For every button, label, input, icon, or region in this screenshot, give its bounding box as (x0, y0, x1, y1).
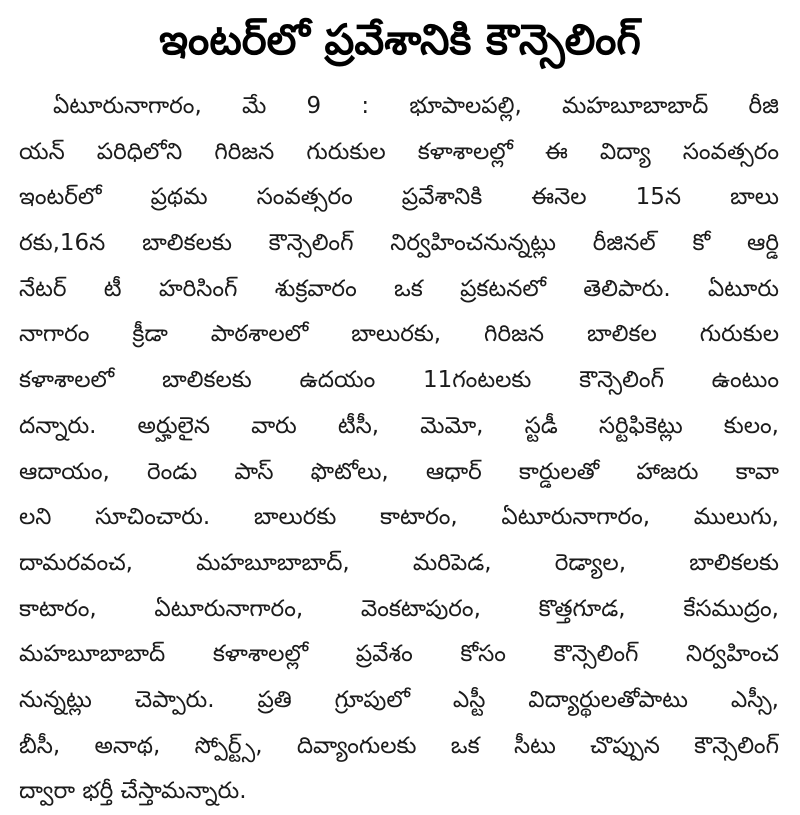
article-headline: ఇంటర్‌లో ప్రవేశానికి కౌన్సెలింగ్ (159, 15, 641, 64)
article-line: కాటారం, ఏటూరునాగారం, వెంకటాపురం, కొత్తగూడ, కేసముద్రం, (19, 595, 779, 622)
article-line: బీసీ, అనాథ, స్పోర్ట్స్, దివ్యాంగులకు ఒక సీటు చొప్పున కౌన్సెలింగ్ (19, 732, 779, 759)
article-line: మహబూబాబాద్ కళాశాలల్లో ప్రవేశం కోసం కౌన్సెలింగ్ నిర్వహించ (19, 641, 779, 668)
article-line: ఏటూరునాగారం, మే 9 : భూపాలపల్లి, మహబూబాబాద్ రీజి (53, 93, 779, 119)
article-line: లని సూచించారు. బాలురకు కాటారం, ఏటూరునాగారం, ములుగు, (19, 504, 779, 531)
article-line: నున్నట్లు చెప్పారు. ప్రతి గ్రూపులో ఎస్టీ విద్యార్థులతోపాటు ఎస్సీ, (19, 686, 779, 713)
article-line: ఇంటర్‌లో ప్రథమ సంవత్సరం ప్రవేశానికి ఈనెల 15న బాలు (19, 184, 779, 211)
article-line: నేటర్ టీ హరిసింగ్ శుక్రవారం ఒక ప్రకటనలో తెలిపారు. ఏటూరు (19, 275, 779, 302)
article-line: దామరవంచ, మహబూబాబాద్, మరిపెడ, రెడ్యాల, బాలికలకు (19, 549, 779, 576)
article-line: నాగారం క్రీడా పాఠశాలలో బాలురకు, గిరిజన బాలికల గురుకుల (19, 321, 779, 348)
article-line: దన్నారు. అర్హులైన వారు టీసీ, మెమో, స్టడీ సర్టిఫికెట్లు కులం, (19, 412, 779, 439)
article-line: రకు,16న బాలికలకు కౌన్సెలింగ్ నిర్వహించనున్నట్లు రీజినల్ కో ఆర్డి (19, 230, 779, 257)
article-line: యన్ పరిధిలోని గిరిజన గురుకుల కళాశాలల్లో ఈ విద్యా సంవత్సరం (19, 138, 779, 165)
article-line: ఆదాయం, రెండు పాస్ ఫొటోలు, ఆధార్ కార్డులతో హాజరు కావా (19, 458, 779, 485)
article-line: ద్వారా భర్తీ చేస్తామన్నారు. (19, 778, 247, 805)
article-body (19, 84, 779, 815)
article-line: కళాశాలలో బాలికలకు ఉదయం 11గంటలకు కౌన్సెలింగ్ ఉంటుం (19, 367, 779, 394)
